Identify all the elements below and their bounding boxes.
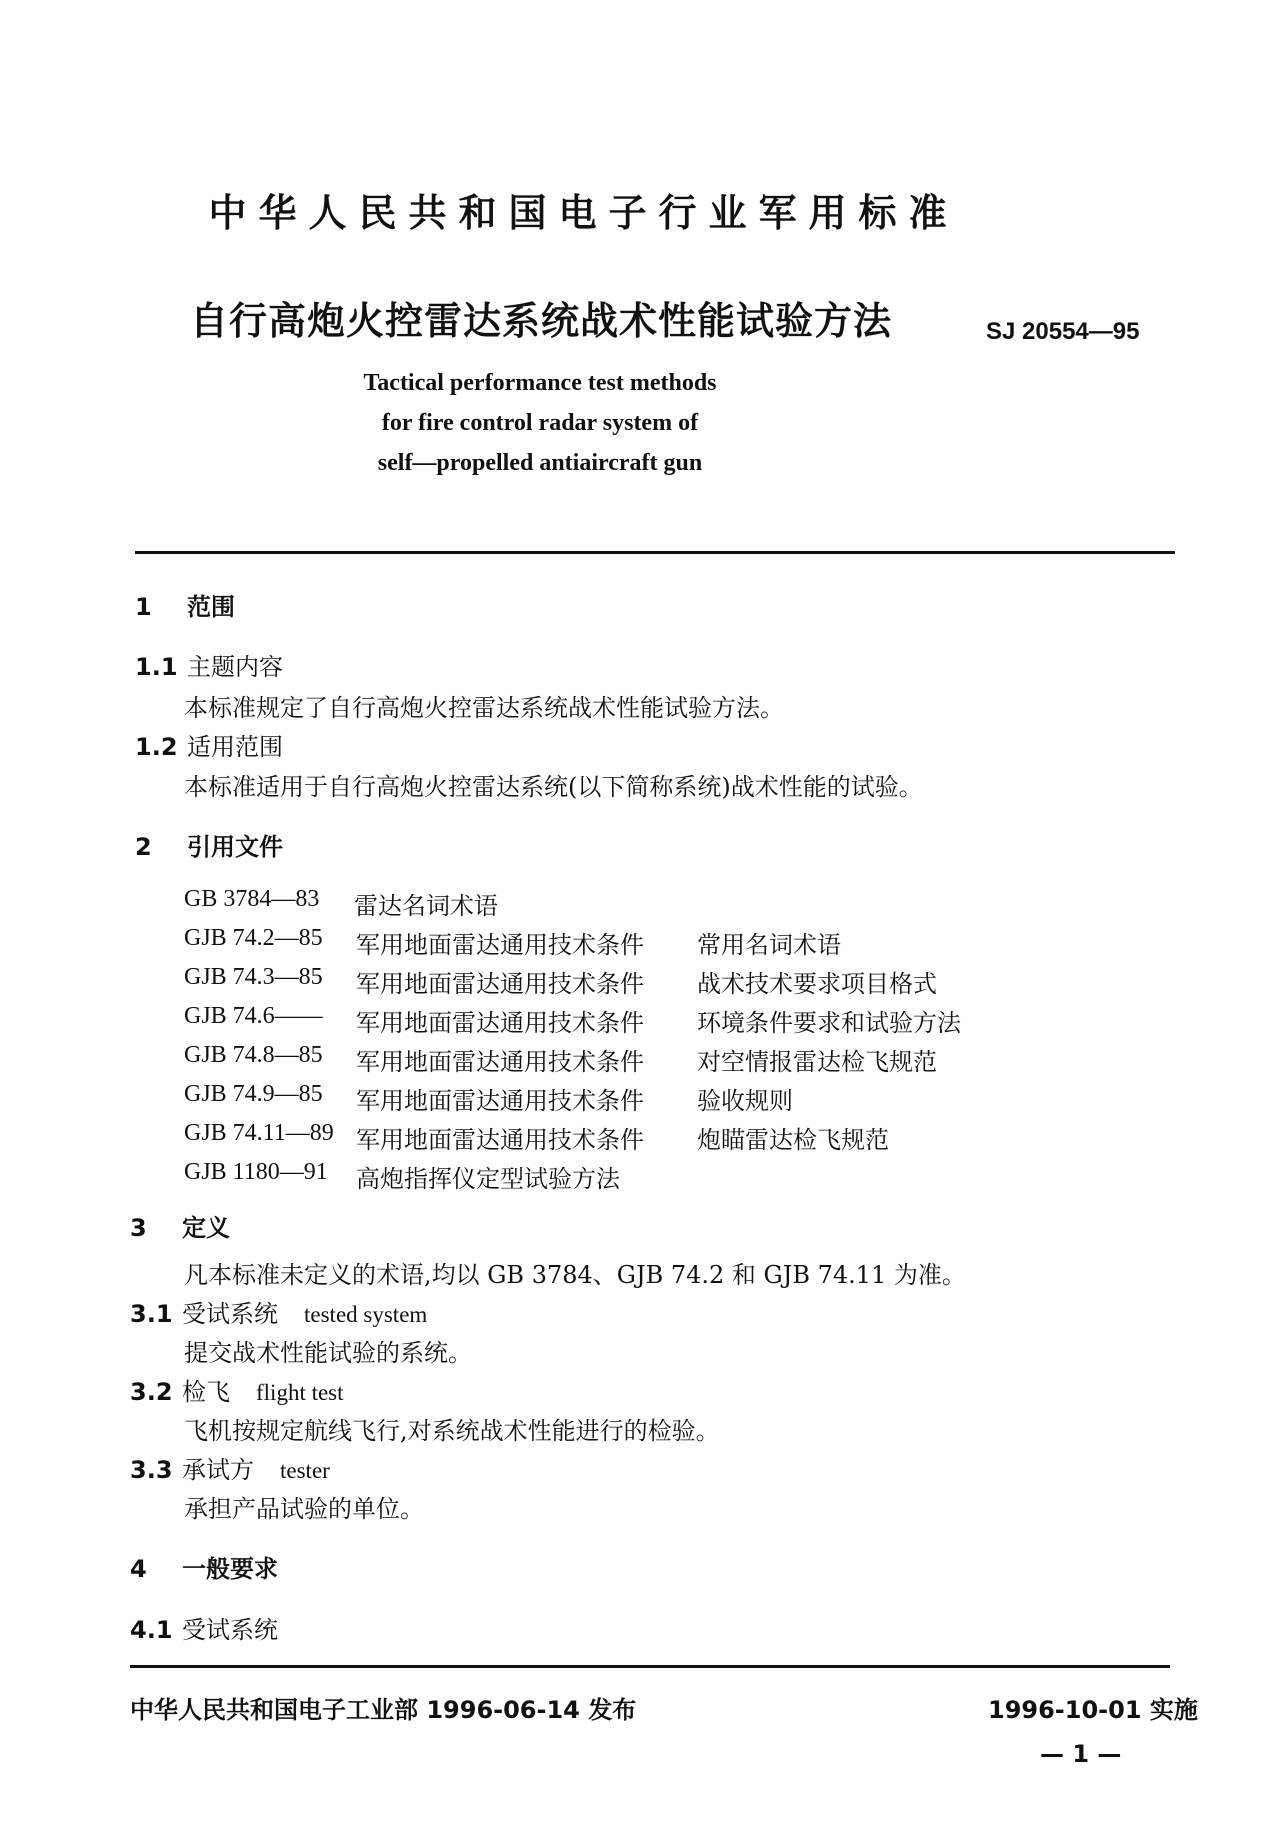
section-1-1-text: 本标准规定了自行高炮火控雷达系统战术性能试验方法。 <box>184 694 784 722</box>
reference-name: 雷达名词术语 <box>354 892 498 920</box>
section-3-2-heading: 3.2 检飞 flight test <box>130 1378 344 1406</box>
document-title-en-line-1: Tactical performance test methods <box>363 370 717 396</box>
section-3-text: 凡本标准未定义的术语,均以 GB 3784、GJB 74.2 和 GJB 74.11 为准。 <box>184 1261 966 1289</box>
section-3-2-text: 飞机按规定航线飞行,对系统战术性能进行的检验。 <box>184 1417 720 1445</box>
reference-name: 军用地面雷达通用技术条件 <box>356 1087 644 1115</box>
section-3-heading: 3 定义 <box>130 1214 230 1242</box>
section-3-3-heading: 3.3 承试方 tester <box>130 1456 330 1484</box>
section-3-1-text: 提交战术性能试验的系统。 <box>184 1339 472 1367</box>
reference-name: 军用地面雷达通用技术条件 <box>356 1009 644 1037</box>
section-4-heading: 4 一般要求 <box>130 1555 278 1583</box>
reference-code: GJB 74.8—85 <box>184 1042 323 1068</box>
document-title-en-line-2: for fire control radar system of <box>381 410 699 436</box>
reference-code: GB 3784—83 <box>184 886 320 912</box>
section-1-1-heading: 1.1 主题内容 <box>135 653 283 681</box>
reference-code: GJB 1180—91 <box>184 1159 328 1185</box>
section-1-heading: 1 范围 <box>135 593 235 621</box>
reference-code: GJB 74.2—85 <box>184 925 323 951</box>
section-1-2-text: 本标准适用于自行高炮火控雷达系统(以下简称系统)战术性能的试验。 <box>184 773 923 801</box>
reference-code: GJB 74.6—— <box>184 1003 323 1029</box>
reference-subtitle: 验收规则 <box>697 1087 793 1115</box>
reference-code: GJB 74.11—89 <box>184 1120 334 1146</box>
header-divider <box>135 551 1175 554</box>
section-4-1-heading: 4.1 受试系统 <box>130 1616 278 1644</box>
document-title-cn: 自行高炮火控雷达系统战术性能试验方法 <box>190 299 893 343</box>
footer-divider <box>130 1665 1170 1668</box>
reference-name: 军用地面雷达通用技术条件 <box>356 970 644 998</box>
reference-subtitle: 炮瞄雷达检飞规范 <box>697 1126 889 1154</box>
reference-subtitle: 对空情报雷达检飞规范 <box>697 1048 937 1076</box>
page-number: — 1 — <box>1040 1740 1122 1768</box>
reference-code: GJB 74.3—85 <box>184 964 323 990</box>
document-title-en-line-3: self—propelled antiaircraft gun <box>377 450 703 476</box>
reference-name: 军用地面雷达通用技术条件 <box>356 1048 644 1076</box>
reference-name: 高炮指挥仪定型试验方法 <box>356 1165 620 1193</box>
reference-code: GJB 74.9—85 <box>184 1081 323 1107</box>
section-3-1-heading: 3.1 受试系统 tested system <box>130 1300 428 1328</box>
section-1-2-heading: 1.2 适用范围 <box>135 733 283 761</box>
reference-name: 军用地面雷达通用技术条件 <box>356 931 644 959</box>
standard-number: SJ 20554—95 <box>986 318 1140 345</box>
issue-date: 中华人民共和国电子工业部 1996-06-14 发布 <box>130 1696 637 1724</box>
reference-subtitle: 战术技术要求项目格式 <box>697 970 937 998</box>
section-2-heading: 2 引用文件 <box>135 833 283 861</box>
standard-category-heading: 中华人民共和国电子行业军用标准 <box>208 191 959 235</box>
section-3-3-text: 承担产品试验的单位。 <box>184 1495 424 1523</box>
reference-name: 军用地面雷达通用技术条件 <box>356 1126 644 1154</box>
reference-subtitle: 环境条件要求和试验方法 <box>697 1009 961 1037</box>
reference-subtitle: 常用名词术语 <box>697 931 841 959</box>
effective-date: 1996-10-01 实施 <box>988 1696 1198 1724</box>
